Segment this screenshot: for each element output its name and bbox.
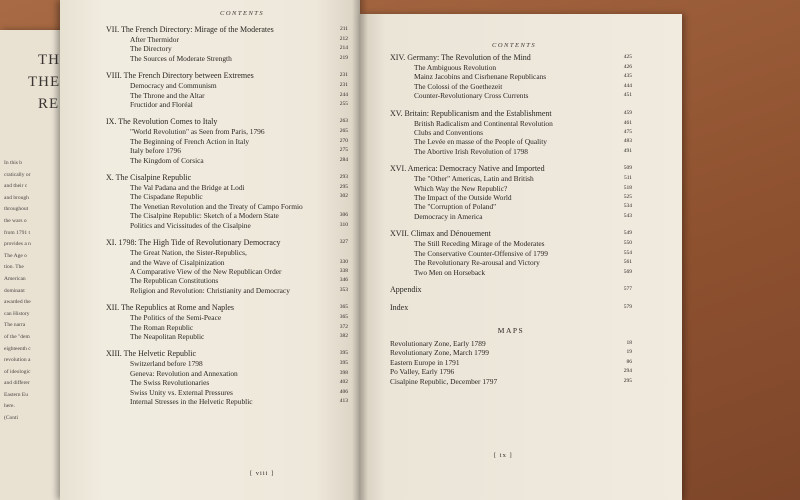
left-page [60,0,360,500]
page-number: 577 [623,285,632,292]
flap-text-line: the wars o [4,217,27,224]
chapter-entry-title: X. The Cisalpine Republic [106,173,192,183]
page-number: 330 [339,258,348,265]
page-number: 459 [623,109,632,116]
section-entry [106,202,348,211]
section-entry-title: The Venetian Revolution and the Treaty of Campo Formio [130,201,303,211]
maps-heading: MAPS [497,325,525,335]
map-entry [390,367,632,376]
page-number: 219 [339,54,348,61]
map-entry-title: Revolutionary Zone, March 1799 [390,348,489,358]
chapter-entry [390,108,632,119]
section-entry-title: Italy before 1796 [130,146,181,156]
section-entry-title: The "Corruption of Poland" [414,202,497,212]
section-entry [390,72,632,81]
section-entry [390,249,632,258]
page-number: 18 [626,339,632,346]
flap-text-line: awarded the [4,299,31,306]
page-number: 509 [623,165,632,172]
section-entry [390,184,632,193]
chapter-entry [390,228,632,239]
back-matter-entry [390,284,632,295]
section-entry [106,359,348,368]
page-number: 372 [339,323,348,330]
chapter-entry [390,52,632,63]
chapter-entry [106,24,348,35]
flap-text-line: throughout [4,206,29,213]
section-entry [390,202,632,211]
map-entry-title: Eastern Europe in 1791 [390,357,460,367]
page-number: 483 [623,138,632,145]
section-entry-title: Two Men on Horseback [414,267,486,277]
page-number: 353 [339,286,348,293]
page-number: 19 [626,349,632,356]
section-entry [106,332,348,341]
page-number: 451 [623,92,632,99]
flap-text-line: eighteenth c [4,345,31,352]
back-book-title-line: TH [38,52,60,68]
page-number: 444 [623,82,632,89]
section-entry-title: The Sources of Moderate Strength [130,53,232,63]
flap-text-line: tion. The [4,264,24,271]
page-number: 231 [339,72,348,79]
running-head: CONTENTS [492,42,537,49]
book-gutter [352,0,368,500]
contents-list [390,52,632,386]
running-head: CONTENTS [220,10,265,17]
flap-text-line: of the "dem [4,333,30,340]
chapter-entry-title: IX. The Revolution Comes to Italy [106,117,218,127]
page-number: 365 [339,314,348,321]
page-number: 406 [339,388,348,395]
back-book-title-line: THE [28,74,61,90]
page-number: 543 [623,212,632,219]
section-entry-title: The Swiss Revolutionaries [130,378,210,388]
page-number: 382 [339,332,348,339]
page-number: 461 [623,119,632,126]
map-entry [390,348,632,357]
page-number: 475 [623,129,632,136]
section-entry [390,212,632,221]
section-entry [106,54,348,63]
page-number: 310 [339,221,348,228]
section-entry-title: Fructidor and Floréal [130,100,193,110]
flap-text-line: (Conti [4,415,19,422]
section-entry [390,128,632,137]
page-number: 511 [623,175,632,182]
section-entry-title: The Conservative Counter-Offensive of 1799 [414,248,548,258]
map-entry [390,377,632,386]
back-matter-entry-title: Index [390,302,409,312]
page-number: 402 [339,379,348,386]
page-number: 395 [339,360,348,367]
section-entry [106,156,348,165]
chapter-entry [390,163,632,174]
page-number: 306 [339,212,348,219]
page-number: 270 [339,137,348,144]
chapter-entry-title: XII. The Republics at Rome and Naples [106,303,235,313]
section-entry [106,183,348,192]
section-entry-title: The Cisalpine Republic: Sketch of a Modern State [130,211,279,221]
section-entry [106,44,348,53]
chapter-entry [106,116,348,127]
flap-text-line: Eastern Eu [4,391,28,398]
section-entry-title: Democracy in America [414,211,483,221]
flap-text-line: provides a n [4,241,31,248]
section-entry-title: Religion and Revolution: Christianity and Democracy [130,285,290,295]
page-number: 294 [623,368,632,375]
chapter-entry [106,237,348,248]
page-number: 255 [339,101,348,108]
section-entry-title: The Directory [130,44,172,54]
map-entry [390,339,632,348]
page-folio: [ ix ] [494,452,513,459]
page-number: 275 [339,147,348,154]
chapter-entry-title: XV. Britain: Republicanism and the Establishment [390,108,552,118]
page-number: 518 [623,184,632,191]
section-entry [390,137,632,146]
flap-text-line: and brough [4,194,29,201]
page-number: 579 [623,303,632,310]
page-number: 398 [339,369,348,376]
chapter-entry [106,302,348,313]
section-entry [106,388,348,397]
section-entry [106,221,348,230]
section-entry [390,147,632,156]
section-entry-title: "World Revolution" as Seen from Paris, 1796 [130,127,265,137]
page-number: 212 [339,36,348,42]
page-number: 549 [623,230,632,237]
section-entry-title: Politics and Vicissitudes of the Cisalpine [130,220,251,230]
page-number: 413 [339,397,348,404]
chapter-entry-title: XVI. America: Democracy Native and Imported [390,164,545,174]
section-entry-title: Democracy and Communism [130,81,217,91]
chapter-entry-title: VII. The French Directory: Mirage of the Moderates [106,25,274,34]
page-number: 534 [623,203,632,210]
section-entry-title: Clubs and Conventions [414,128,483,138]
section-entry [106,369,348,378]
section-entry-title: The Throne and the Altar [130,90,205,100]
page-number: 365 [339,304,348,311]
page-number: 86 [626,358,632,365]
flap-text-line: dominant [4,287,25,294]
section-entry [106,397,348,406]
section-entry-title: The Abortive Irish Revolution of 1798 [414,146,528,156]
map-entry-title: Po Valley, Early 1796 [390,367,455,377]
chapter-entry-title: XIII. The Helvetic Republic [106,349,197,359]
page-number: 265 [339,128,348,135]
section-entry [106,81,348,90]
page-number: 426 [623,64,632,70]
section-entry-title: The Beginning of French Action in Italy [130,136,250,146]
map-entry [390,358,632,367]
page-number: 554 [623,249,632,256]
page-number: 525 [623,194,632,201]
page-number: 211 [339,26,348,32]
page-number: 346 [339,277,348,284]
flap-text-line: from 1791 t [4,229,30,236]
right-page [360,14,682,500]
section-entry-title: Swiss Unity vs. External Pressures [130,387,233,397]
section-entry-title: British Radicalism and Continental Revolution [414,118,553,128]
section-entry [106,276,348,285]
section-entry-title: A Comparative View of the New Republican Order [130,266,282,276]
section-entry [390,258,632,267]
page-number: 302 [339,193,348,200]
section-entry-title: The Great Nation, the Sister-Republics, [130,248,247,258]
section-entry [106,211,348,220]
page-number: 395 [339,350,348,357]
map-entry-title: Revolutionary Zone, Early 1789 [390,338,486,348]
section-entry [106,286,348,295]
page-folio: [ viii ] [250,470,275,477]
section-entry-title: The Revolutionary Re-arousal and Victory [414,258,540,268]
section-entry [106,378,348,387]
section-entry-title: The Levée en masse of the People of Quality [414,137,547,147]
flap-text-line: and their c [4,183,28,190]
section-entry [106,100,348,109]
section-entry-title: After Thermidor [130,35,179,44]
section-entry-title: The Kingdom of Corsica [130,155,204,165]
flap-text-line: and differer [4,380,30,387]
flap-text-line: The narra [4,322,26,329]
back-matter-entry [390,302,632,313]
section-entry [106,127,348,136]
page-number: 295 [339,184,348,191]
chapter-entry-title: XI. 1798: The High Tide of Revolutionary Democracy [106,238,281,248]
page-number: 491 [623,147,632,154]
section-entry-title: Mainz Jacobins and Cisrhenane Republicans [414,72,547,82]
section-entry-title: The Politics of the Semi-Peace [130,313,222,323]
section-entry [390,119,632,128]
page-number: 327 [339,239,348,246]
page-number: 263 [339,118,348,125]
flap-text-line: American [4,275,26,282]
section-entry [106,267,348,276]
section-entry [390,174,632,183]
section-entry-title: The Impact of the Outside World [414,193,512,203]
section-entry-title: Internal Stresses in the Helvetic Republic [130,396,253,406]
section-entry-title: The Roman Republic [130,322,194,332]
page-number: 231 [339,82,348,89]
section-entry [106,248,348,257]
section-entry-title: The Cispadane Republic [130,192,203,202]
section-entry-title: Counter-Revolutionary Cross Currents [414,91,529,101]
chapter-entry [106,172,348,183]
page-number: 295 [623,377,632,384]
section-entry [390,82,632,91]
section-entry [106,35,348,44]
section-entry [106,313,348,322]
section-entry [106,146,348,155]
page-number: 214 [339,45,348,52]
page-number: 244 [339,91,348,98]
flap-text-line: The Age o [4,252,27,259]
section-entry-title: The Still Receding Mirage of the Moderates [414,239,545,249]
flap-text-line: can History [4,310,30,317]
map-entry-title: Cisalpine Republic, December 1797 [390,376,498,386]
section-entry [106,192,348,201]
flap-text-line: In this b [4,160,23,166]
page-number: 569 [623,268,632,275]
section-entry-title: The Colossi of the Goethezeit [414,81,503,91]
chapter-entry-title: XVII. Climax and Dénouement [390,229,491,239]
section-entry-title: Switzerland before 1798 [130,359,203,369]
section-entry [106,91,348,100]
section-entry-title: The Val Padana and the Bridge at Lodi [130,183,245,193]
section-entry [106,323,348,332]
page-number: 338 [339,267,348,274]
page-number: 435 [623,73,632,80]
section-entry [390,63,632,72]
page-number: 561 [623,259,632,266]
section-entry [106,258,348,267]
chapter-entry-title: VIII. The French Directory between Extremes [106,71,254,81]
flap-text-line: cratically or [4,171,31,178]
page-number: 550 [623,240,632,247]
back-matter-entry-title: Appendix [390,284,422,294]
section-entry-title: The Ambiguous Revolution [414,63,497,72]
section-entry-title: Geneva: Revolution and Annexation [130,368,238,378]
section-entry-title: The Neapolitan Republic [130,331,205,341]
flap-text-line: of ideologic [4,368,31,375]
page-number: 284 [339,156,348,163]
chapter-entry [106,348,348,359]
chapter-entry [106,70,348,81]
section-entry-title: The Republican Constitutions [130,276,219,286]
flap-text-line: revolution a [4,357,31,364]
section-entry [390,268,632,277]
section-entry [390,91,632,100]
flap-text-line: here. [4,403,15,410]
section-entry-title: Which Way the New Republic? [414,183,508,193]
section-entry [106,137,348,146]
section-entry-title: The "Other" Americas, Latin and British [414,174,534,184]
section-entry [390,193,632,202]
page-number: 293 [339,174,348,181]
chapter-entry-title: XIV. Germany: The Revolution of the Mind [390,53,531,62]
back-book-title-line: RE [38,96,60,112]
page-number: 425 [623,54,632,60]
contents-list [106,24,348,413]
section-entry-title: and the Wave of Cisalpinization [130,257,225,267]
section-entry [390,239,632,248]
